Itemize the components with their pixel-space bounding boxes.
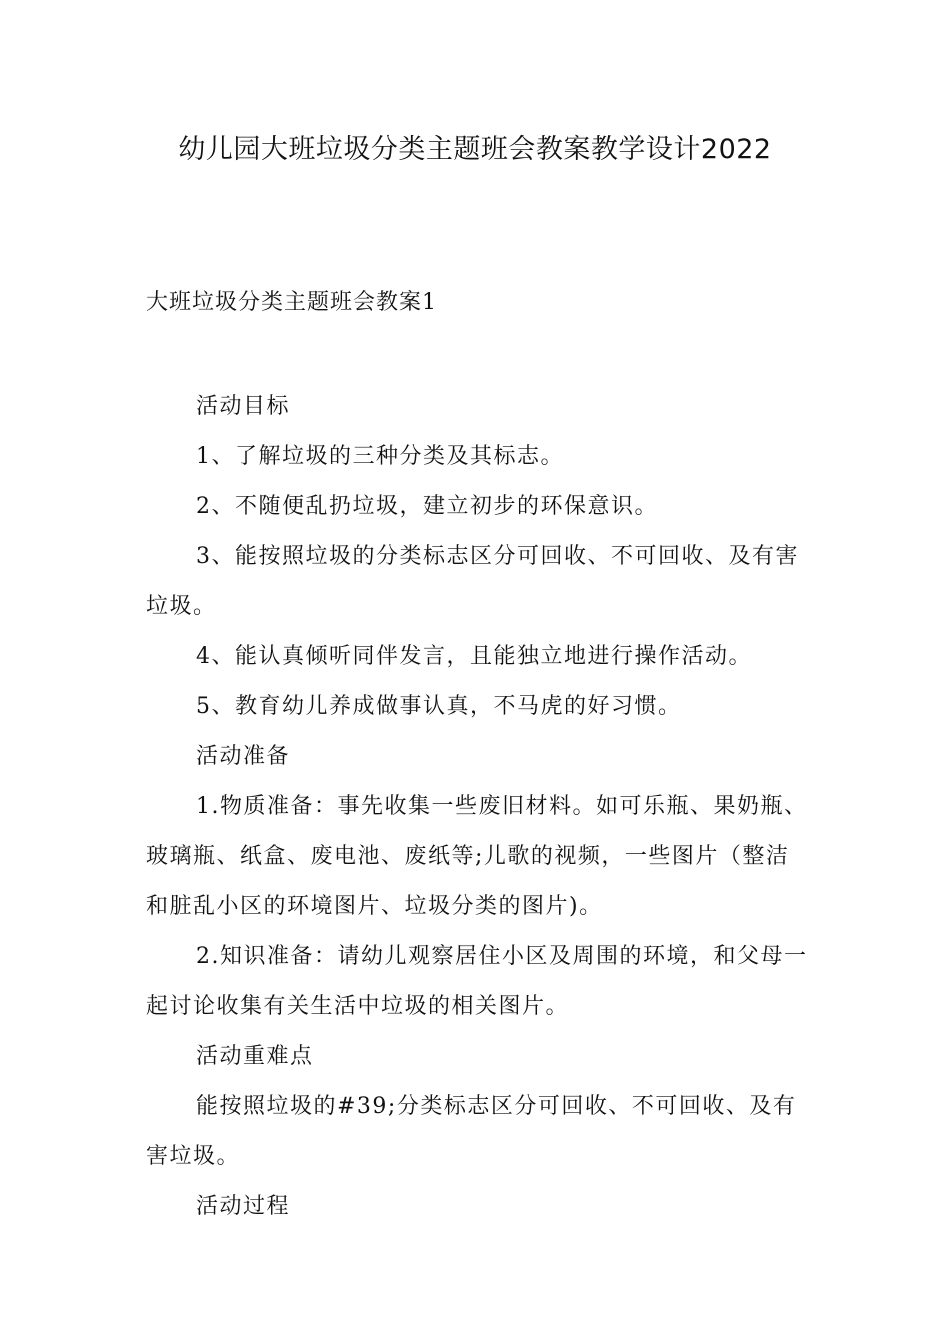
goal-item-4: 4、能认真倾听同伴发言，且能独立地进行操作活动。 bbox=[196, 644, 752, 669]
goal-item-2: 2、不随便乱扔垃圾，建立初步的环保意识。 bbox=[196, 494, 658, 519]
section-heading: 大班垃圾分类主题班会教案1 bbox=[146, 290, 437, 315]
document-body bbox=[146, 382, 811, 1232]
heading-key-points: 活动重难点 bbox=[196, 1044, 314, 1069]
heading-activity-process: 活动过程 bbox=[196, 1194, 291, 1219]
prep-item-knowledge: 2.知识准备：请幼儿观察居住小区及周围的环境，和父母一起讨论收集有关生活中垃圾的相关图片。 bbox=[146, 944, 808, 1019]
goal-item-5: 5、教育幼儿养成做事认真，不马虎的好习惯。 bbox=[196, 694, 682, 719]
heading-activity-goals: 活动目标 bbox=[196, 394, 291, 419]
document-title: 幼儿园大班垃圾分类主题班会教案教学设计2022 bbox=[178, 134, 772, 165]
heading-activity-prep: 活动准备 bbox=[196, 744, 291, 769]
key-points-text: 能按照垃圾的#39;分类标志区分可回收、不可回收、及有害垃圾。 bbox=[146, 1094, 797, 1169]
goal-item-3: 3、能按照垃圾的分类标志区分可回收、不可回收、及有害垃圾。 bbox=[146, 544, 799, 619]
goal-item-1: 1、了解垃圾的三种分类及其标志。 bbox=[196, 444, 564, 469]
prep-item-material: 1.物质准备：事先收集一些废旧材料。如可乐瓶、果奶瓶、玻璃瓶、纸盒、废电池、废纸等;儿歌的视频，一些图片（整洁和脏乱小区的环境图片、垃圾分类的图片)。 bbox=[146, 794, 808, 919]
